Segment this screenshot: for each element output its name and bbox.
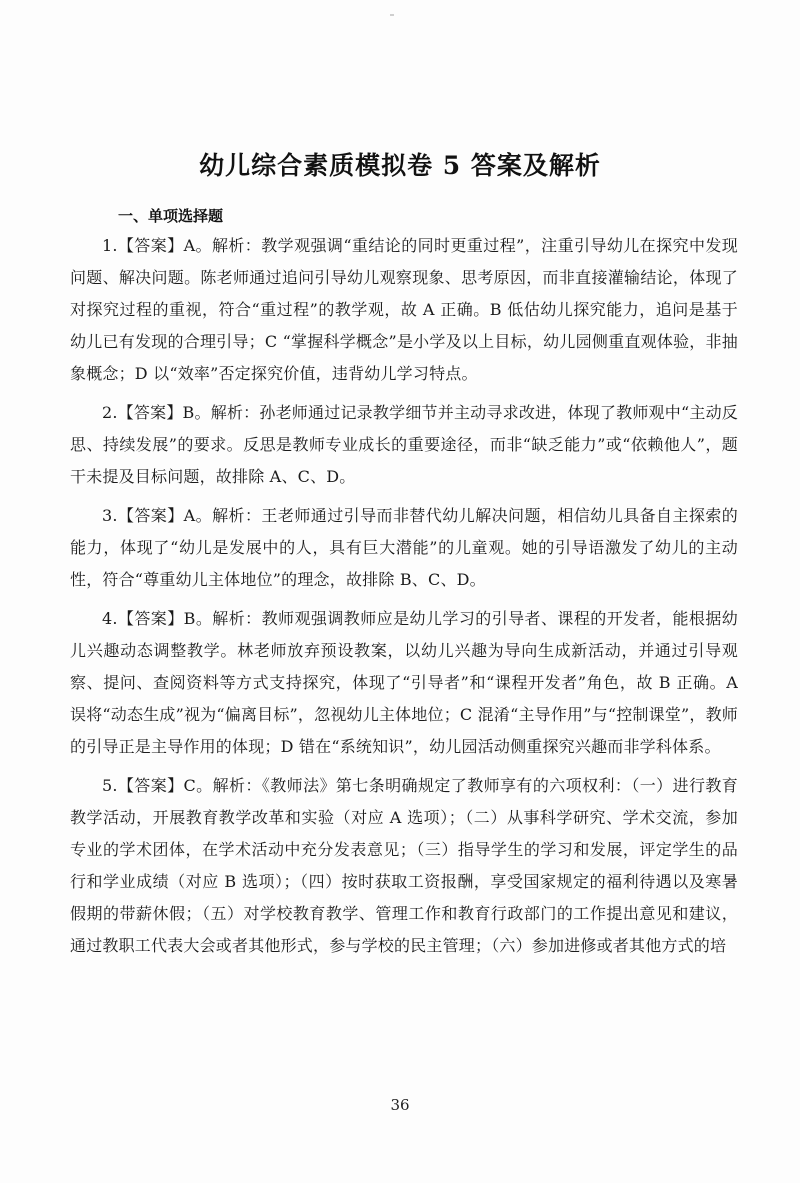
page-number: 36 [390, 1096, 410, 1114]
answer-paragraph-2: 2.【答案】B。解析：孙老师通过记录教学细节并主动寻求改进，体现了教师观中“主动反思、持续发展”的要求。反思是教师专业成长的重要途径，而非“缺乏能力”或“依赖他人”，题干未提及目标问题，故排除 A、C、D。 [70, 403, 738, 486]
answer-paragraph-3: 3.【答案】A。解析：王老师通过引导而非替代幼儿解决问题，相信幼儿具备自主探索的能力，体现了“幼儿是发展中的人，具有巨大潜能”的儿童观。她的引导语激发了幼儿的主动性，符合“尊重幼儿主体地位”的理念，故排除 B、C、D。 [70, 506, 738, 589]
section-heading: 一、单项选择题 [118, 207, 224, 225]
document-title: 幼儿综合素质模拟卷 5 答案及解析 [199, 151, 601, 180]
answer-paragraph-5: 5.【答案】C。解析：《教师法》第七条明确规定了教师享有的六项权利：（一）进行教育教学活动，开展教育教学改革和实验（对应 A 选项）；（二）从事科学研究、学术交流，参加专业的学术团体，在学术活动中充分发表意见；（三）指导学生的学习和发展，评定学生的品行和学业成绩（对应 B 选项）；（四）按时获取工资报酬，享受国家规定的福利待遇以及寒暑假期的带薪休假；（五）对学校教育教学、管理工作和教育行政部门的工作提出意见和建议，通过教职工代表大会或者其他形式，参与学校的民主管理；（六）参加进修或者其他方式的培 [70, 776, 738, 955]
answer-paragraph-4: 4.【答案】B。解析：教师观强调教师应是幼儿学习的引导者、课程的开发者，能根据幼儿兴趣动态调整教学。林老师放弃预设教案，以幼儿兴趣为导向生成新活动，并通过引导观察、提问、查阅资料等方式支持探究，体现了“引导者”和“课程开发者”角色，故 B 正确。A 误将“动态生成”视为“偏离目标”，忽视幼儿主体地位；C 混淆“主导作用”与“控制课堂”，教师的引导正是主导作用的体现；D 错在“系统知识”，幼儿园活动侧重探究兴趣而非学科体系。 [70, 609, 738, 756]
answer-body [70, 230, 738, 969]
scan-artifact [390, 14, 394, 16]
answer-paragraph-1: 1.【答案】A。解析：教学观强调“重结论的同时更重过程”，注重引导幼儿在探究中发现问题、解决问题。陈老师通过追问引导幼儿观察现象、思考原因，而非直接灌输结论，体现了对探究过程的重视，符合“重过程”的教学观，故 A 正确。B 低估幼儿探究能力，追问是基于幼儿已有发现的合理引导；C “掌握科学概念”是小学及以上目标，幼儿园侧重直观体验，非抽象概念；D 以“效率”否定探究价值，违背幼儿学习特点。 [70, 236, 738, 383]
